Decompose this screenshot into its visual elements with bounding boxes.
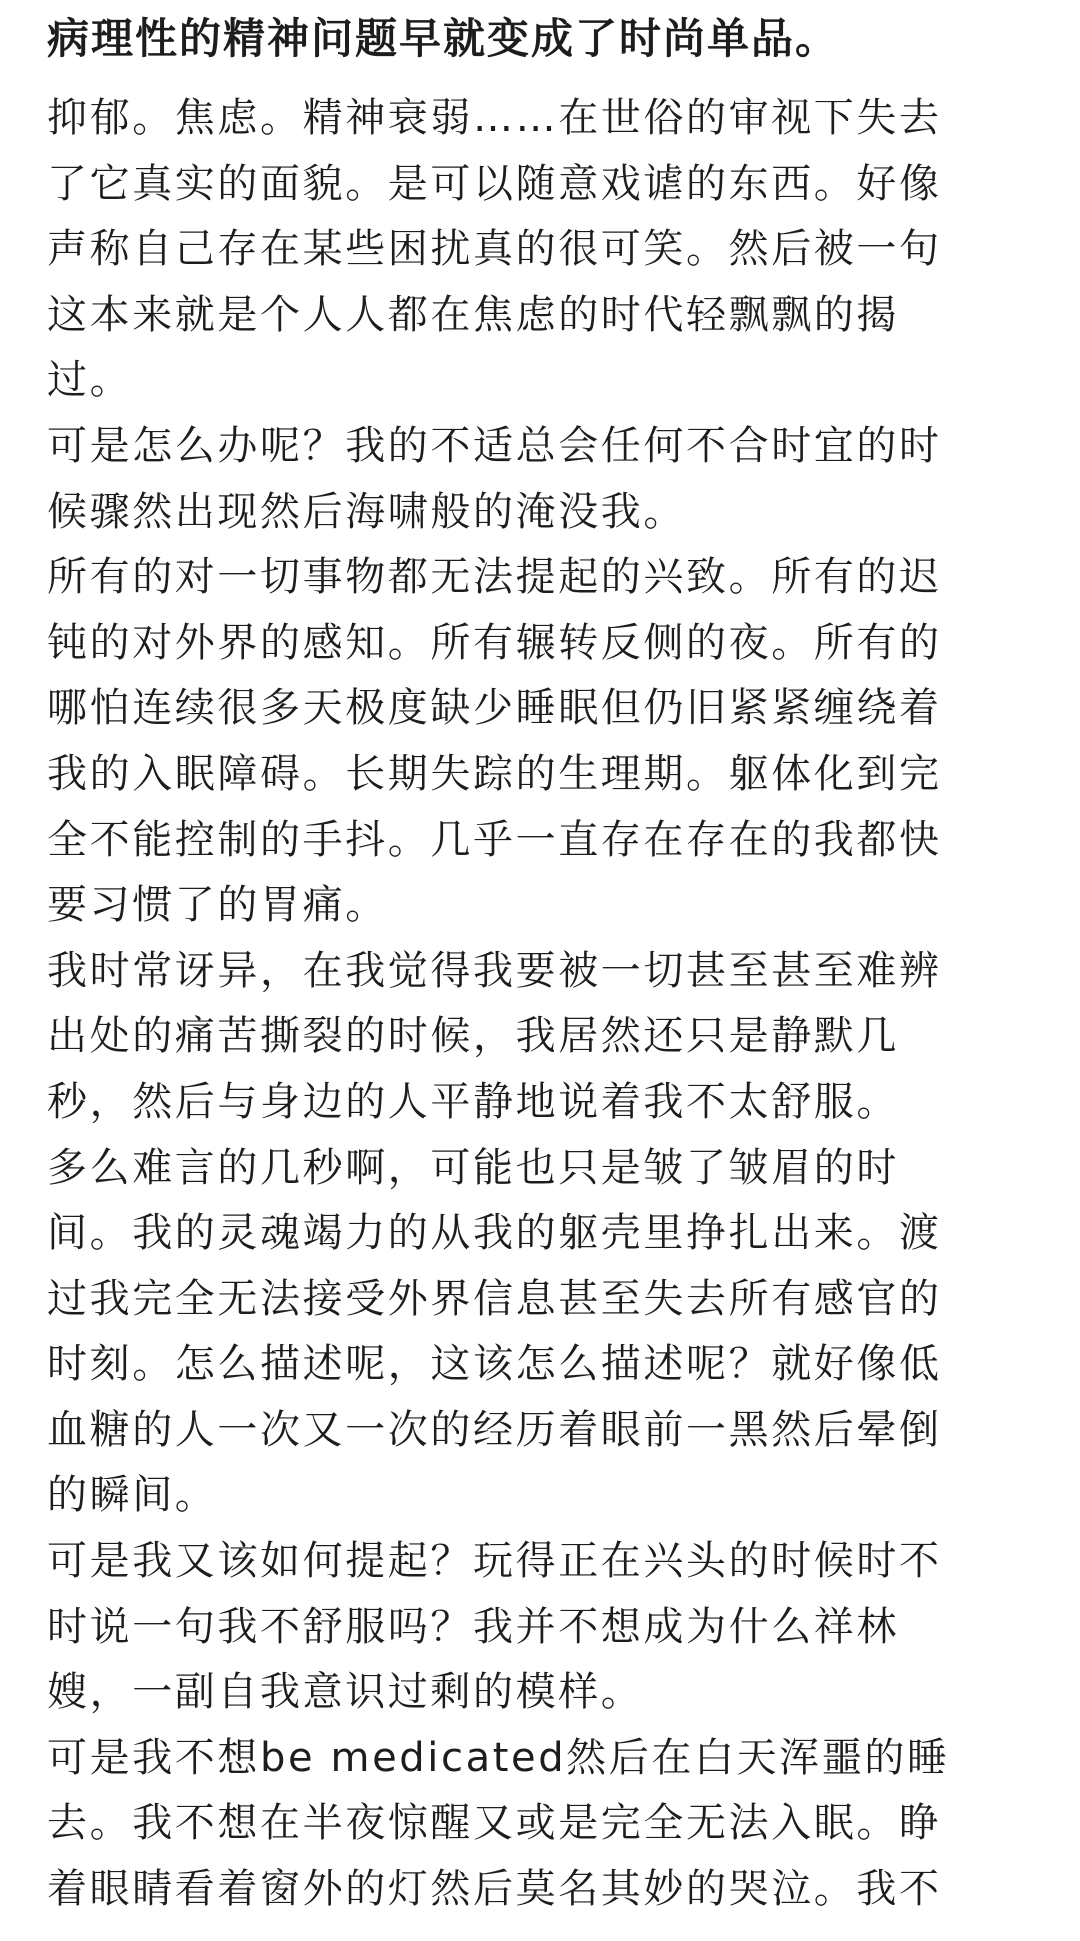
text-line: 过我完全无法接受外界信息甚至失去所有感官的 [47, 1275, 942, 1322]
text-line: 我的入眠障碍。长期失踪的生理期。躯体化到完 [47, 750, 942, 797]
text-line: 哪怕连续很多天极度缺少睡眠但仍旧紧紧缠绕着 [47, 685, 942, 732]
post-body [47, 86, 950, 1923]
text-line: 间。我的灵魂竭力的从我的躯壳里挣扎出来。渡 [47, 1210, 942, 1257]
text-line: 全不能控制的手抖。几乎一直存在存在的我都快 [47, 816, 942, 863]
text-line: 可是我又该如何提起？玩得正在兴头的时候时不 [47, 1538, 942, 1585]
post-title: 病理性的精神问题早就变成了时尚单品。 [47, 14, 840, 63]
text-line: 声称自己存在某些困扰真的很可笑。然后被一句 [47, 226, 942, 273]
text-line: 去。我不想在半夜惊醒又或是完全无法入眠。睁 [47, 1800, 942, 1847]
text-line: 这本来就是个人人都在焦虑的时代轻飘飘的揭 [47, 291, 899, 338]
text-line: 我时常讶异，在我觉得我要被一切甚至甚至难辨 [47, 947, 942, 994]
text-line: 可是我不想be medicated然后在白天浑噩的睡 [47, 1734, 950, 1781]
text-line: 抑郁。焦虑。精神衰弱……在世俗的审视下失去 [47, 95, 942, 141]
text-line: 可是怎么办呢？我的不适总会任何不合时宜的时 [47, 422, 942, 469]
text-line: 候骤然出现然后海啸般的淹没我。 [47, 488, 686, 535]
text-line: 所有的对一切事物都无法提起的兴致。所有的迟 [47, 554, 942, 601]
text-line: 秒，然后与身边的人平静地说着我不太舒服。 [47, 1078, 899, 1125]
text-line: 过。 [47, 357, 133, 404]
text-line: 时说一句我不舒服吗？我并不想成为什么祥林 [47, 1603, 899, 1650]
text-line: 嫂，一副自我意识过剩的模样。 [47, 1669, 644, 1716]
text-line: 着眼睛看着窗外的灯然后莫名其妙的哭泣。我不 [47, 1866, 942, 1913]
text-line: 的瞬间。 [47, 1472, 218, 1519]
text-line: 多么难言的几秒啊，可能也只是皱了皱眉的时 [47, 1144, 899, 1191]
text-line: 钝的对外界的感知。所有辗转反侧的夜。所有的 [47, 619, 942, 666]
text-line: 了它真实的面貌。是可以随意戏谑的东西。好像 [47, 160, 942, 207]
text-line: 血糖的人一次又一次的经历着眼前一黑然后晕倒 [47, 1406, 942, 1453]
text-line: 时刻。怎么描述呢，这该怎么描述呢？就好像低 [47, 1341, 942, 1388]
text-line: 出处的痛苦撕裂的时候，我居然还只是静默几 [47, 1013, 899, 1060]
text-line: 要习惯了的胃痛。 [47, 882, 388, 929]
